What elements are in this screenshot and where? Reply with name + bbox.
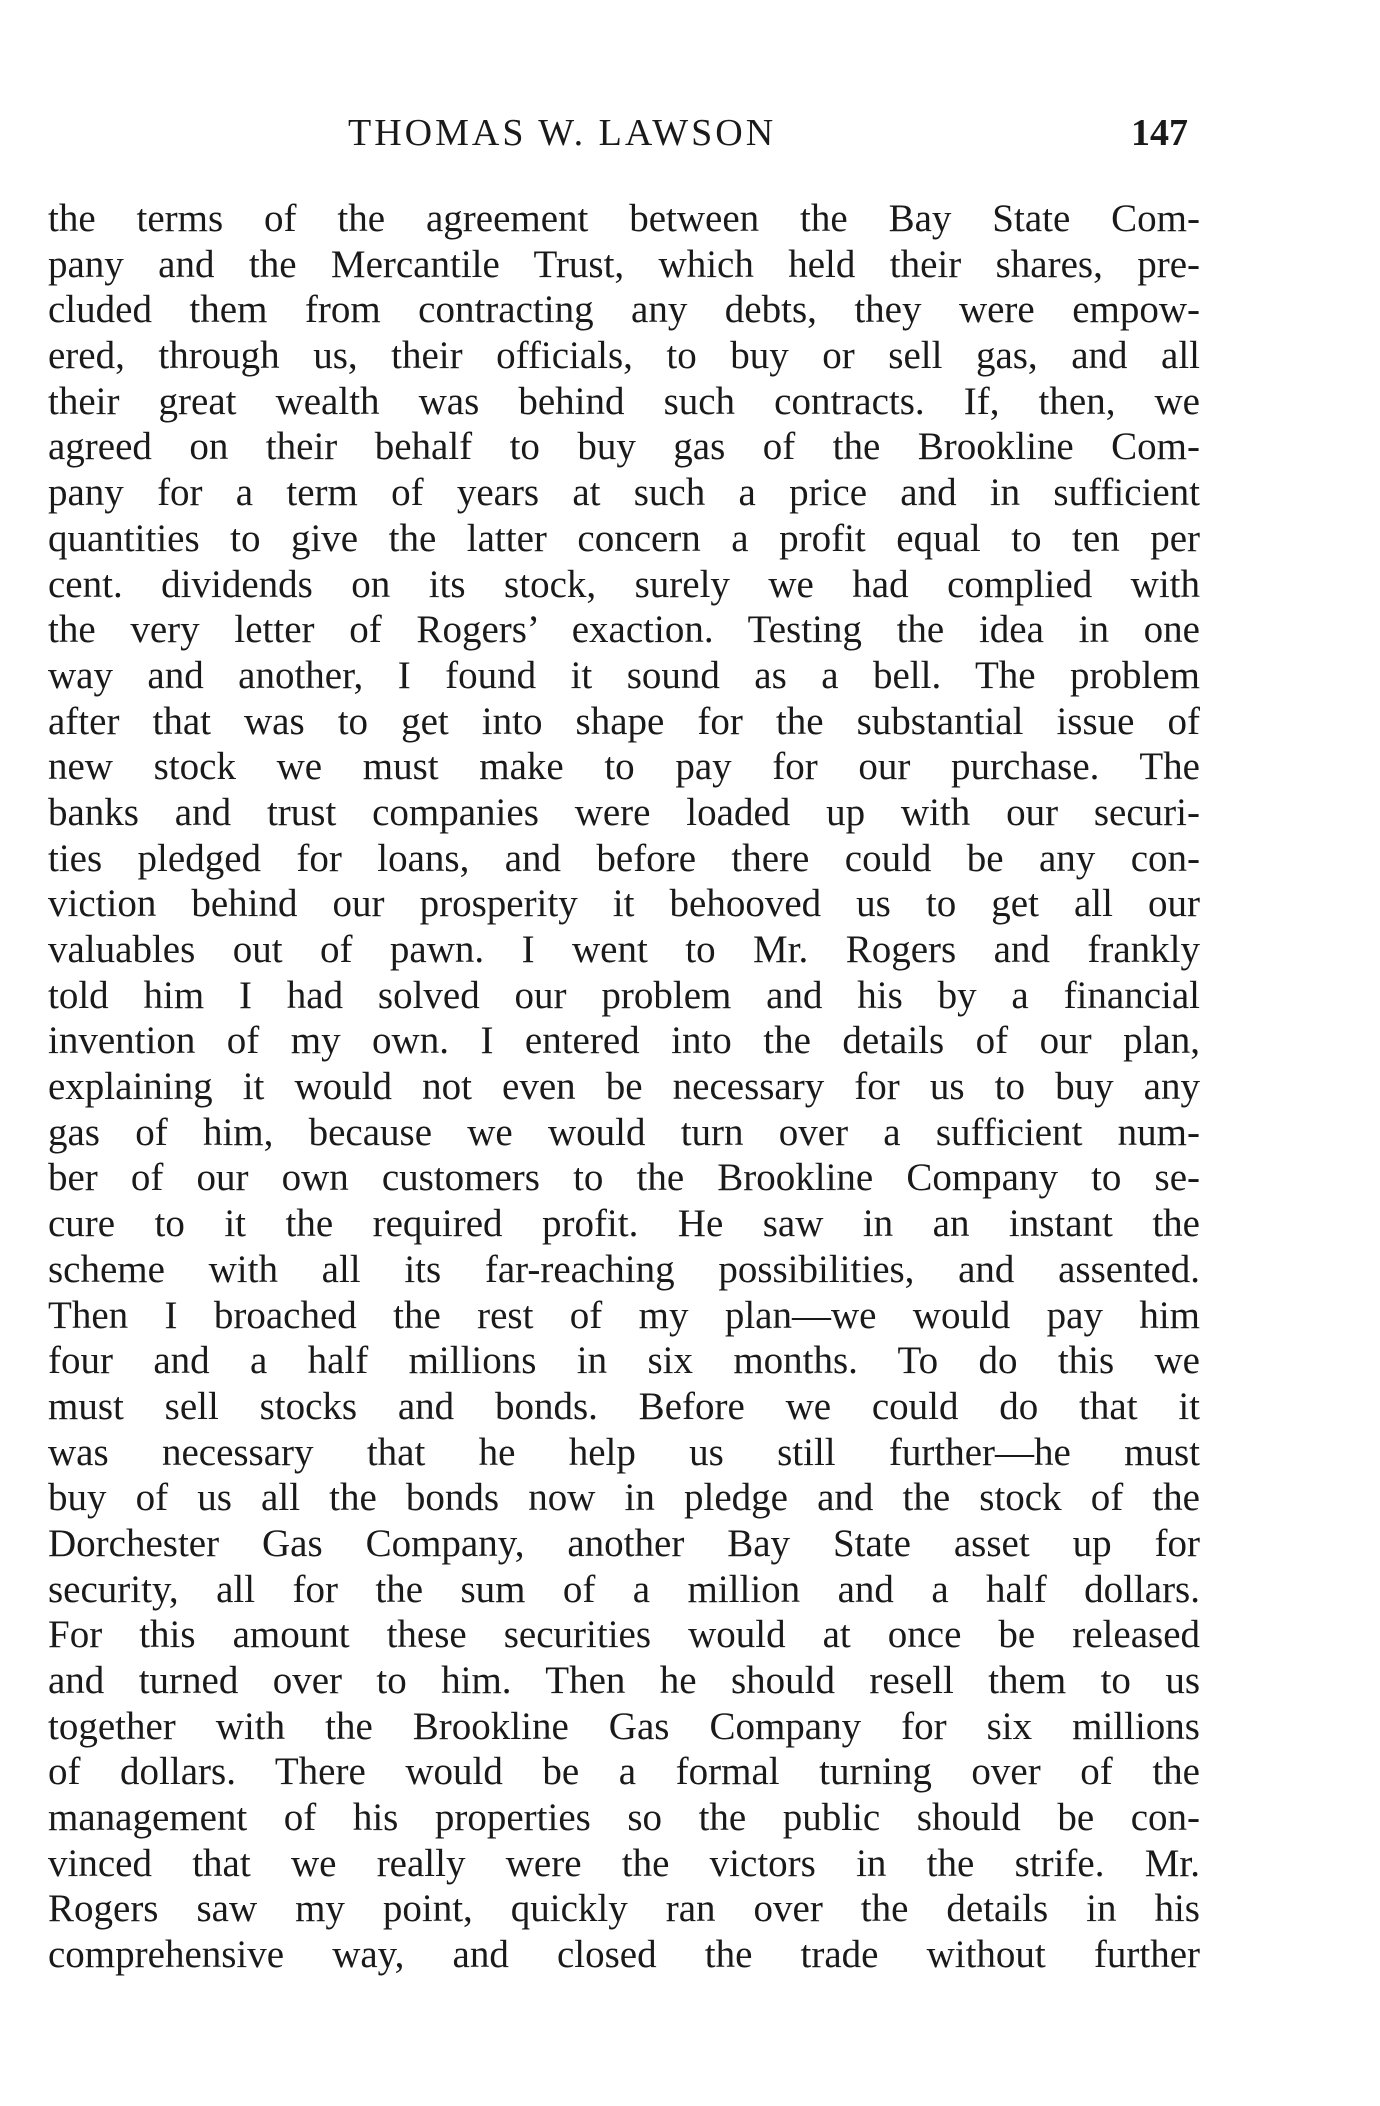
text-line: ties pledged for loans, and before there could be any con-: [48, 836, 1200, 880]
text-line: told him I had solved our problem and his by a financial: [48, 973, 1200, 1017]
text-line: agreed on their behalf to buy gas of the Brookline Com-: [48, 425, 1200, 469]
text-line: ered, through us, their officials, to buy or sell gas, and all: [48, 334, 1200, 378]
text-line: comprehensive way, and closed the trade without further: [48, 1933, 1200, 1977]
text-line: pany for a term of years at such a price and in sufficient: [48, 471, 1200, 515]
text-line: the very letter of Rogers’ exaction. Testing the idea in one: [48, 608, 1200, 652]
text-line: Rogers saw my point, quickly ran over the details in his: [48, 1887, 1200, 1931]
text-line: vinced that we really were the victors in the strife. Mr.: [48, 1841, 1200, 1885]
text-line: cure to it the required profit. He saw in an instant the: [48, 1202, 1200, 1246]
text-line: their great wealth was behind such contracts. If, then, we: [48, 379, 1200, 423]
text-line: Dorchester Gas Company, another Bay State asset up for: [48, 1521, 1200, 1565]
text-line: way and another, I found it sound as a bell. The problem: [48, 653, 1200, 697]
text-line: viction behind our prosperity it behooved us to get all our: [48, 882, 1200, 926]
text-line: and turned over to him. Then he should resell them to us: [48, 1659, 1200, 1702]
text-line: valuables out of pawn. I went to Mr. Rogers and frankly: [48, 928, 1200, 971]
text-line: new stock we must make to pay for our purchase. The: [48, 745, 1200, 789]
body-text: [48, 196, 1200, 1978]
running-title: THOMAS W. LAWSON: [348, 112, 777, 154]
text-line: Then I broached the rest of my plan—we would pay him: [48, 1293, 1200, 1337]
text-line: after that was to get into shape for the substantial issue of: [48, 699, 1200, 743]
text-line: gas of him, because we would turn over a sufficient num-: [48, 1110, 1200, 1154]
text-line: pany and the Mercantile Trust, which held their shares, pre-: [48, 242, 1200, 286]
text-line: buy of us all the bonds now in pledge and the stock of the: [48, 1476, 1200, 1520]
text-line: quantities to give the latter concern a profit equal to ten per: [48, 516, 1200, 560]
text-line: four and a half millions in six months. To do this we: [48, 1339, 1200, 1383]
text-line: cluded them from contracting any debts, they were empow-: [48, 288, 1200, 332]
text-line: security, all for the sum of a million and a half dollars.: [48, 1567, 1200, 1611]
text-line: scheme with all its far-reaching possibilities, and assented.: [48, 1247, 1200, 1291]
text-line: must sell stocks and bonds. Before we could do that it: [48, 1384, 1200, 1428]
text-line: cent. dividends on its stock, surely we had complied with: [48, 562, 1200, 606]
text-line: the terms of the agreement between the Bay State Com-: [48, 197, 1200, 240]
text-line: banks and trust companies were loaded up with our securi-: [48, 790, 1200, 834]
text-line: was necessary that he help us still further—he must: [48, 1430, 1200, 1474]
text-line: management of his properties so the public should be con-: [48, 1796, 1200, 1840]
text-line: For this amount these securities would at once be released: [48, 1613, 1200, 1657]
text-line: together with the Brookline Gas Company for six millions: [48, 1704, 1200, 1748]
text-line: explaining it would not even be necessary for us to buy any: [48, 1065, 1200, 1109]
page-number: 147: [1131, 112, 1188, 154]
text-line: invention of my own. I entered into the details of our plan,: [48, 1019, 1200, 1063]
running-head: [48, 108, 1188, 158]
text-line: ber of our own customers to the Brookline Company to se-: [48, 1156, 1200, 1200]
text-line: of dollars. There would be a formal turning over of the: [48, 1750, 1200, 1794]
